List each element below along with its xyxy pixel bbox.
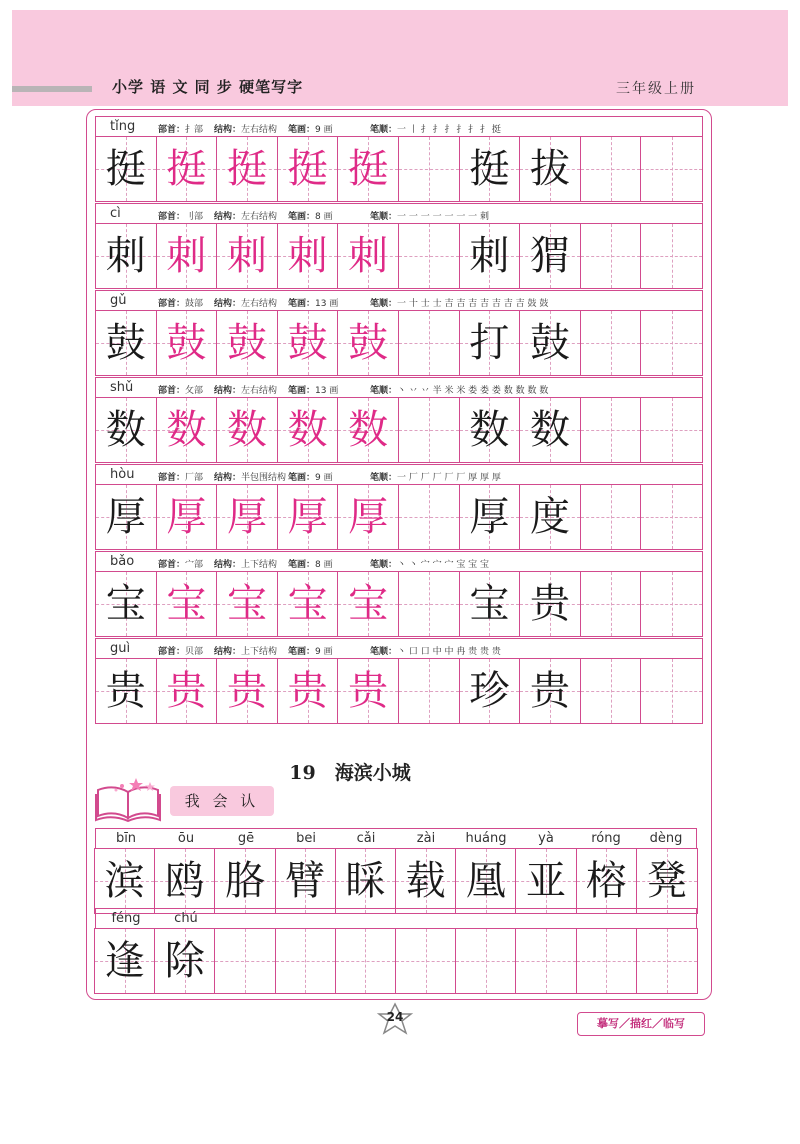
model-char: 宝 bbox=[105, 581, 146, 627]
recognize-char: 凳 bbox=[646, 858, 687, 904]
pinyin-label: gē bbox=[237, 831, 255, 846]
writing-cell bbox=[157, 224, 218, 288]
trace-char: 宝 bbox=[226, 581, 267, 627]
trace-char: 贵 bbox=[287, 668, 328, 714]
trace-char: 宝 bbox=[348, 581, 389, 627]
recognize-char: 鸥 bbox=[164, 858, 205, 904]
trace-char: 挺 bbox=[226, 146, 267, 192]
recognize-char: 逢 bbox=[104, 938, 145, 984]
writing-cell bbox=[278, 485, 339, 549]
trace-char: 挺 bbox=[166, 146, 207, 192]
writing-cell bbox=[581, 572, 642, 636]
structure-info bbox=[214, 122, 277, 135]
trace-char: 鼓 bbox=[166, 320, 207, 366]
recognize-cell bbox=[95, 929, 155, 993]
radical-key: 部首： bbox=[158, 386, 186, 396]
recognize-cell[interactable] bbox=[396, 929, 456, 993]
trace-char: 刺 bbox=[287, 233, 328, 279]
writing-cell bbox=[581, 485, 642, 549]
trace-char: 宝 bbox=[287, 581, 328, 627]
practice-row bbox=[95, 551, 703, 637]
trace-char: 刺 bbox=[166, 233, 207, 279]
radical-info bbox=[158, 122, 203, 135]
writing-cell[interactable] bbox=[460, 572, 521, 636]
order-info bbox=[370, 470, 501, 483]
trace-char: 鼓 bbox=[348, 320, 389, 366]
pinyin-label: yà bbox=[538, 831, 554, 846]
recognize-cell[interactable] bbox=[637, 929, 697, 993]
writing-cell bbox=[96, 311, 157, 375]
structure-key: 结构： bbox=[214, 647, 242, 657]
writing-cell bbox=[278, 137, 339, 201]
model-char: 打 bbox=[469, 320, 510, 366]
recognize-cell bbox=[336, 849, 396, 913]
strokes-key: 笔画： bbox=[288, 386, 316, 396]
strokes-key: 笔画： bbox=[288, 473, 316, 483]
order-info bbox=[370, 644, 501, 657]
writing-grid bbox=[96, 311, 702, 375]
writing-cell[interactable] bbox=[399, 224, 460, 288]
writing-cell[interactable] bbox=[460, 137, 521, 201]
char-info-line bbox=[96, 204, 702, 224]
strokes-value: 8 画 bbox=[315, 212, 333, 222]
writing-cell bbox=[338, 224, 399, 288]
model-char: 拔 bbox=[529, 146, 570, 192]
practice-row bbox=[95, 377, 703, 463]
order-value: 一 十 士 士 吉 吉 吉 吉 吉 吉 吉 鼓 鼓 bbox=[397, 299, 549, 309]
strokes-key: 笔画： bbox=[288, 560, 316, 570]
pinyin-label: féng bbox=[111, 911, 141, 926]
writing-cell bbox=[217, 224, 278, 288]
pinyin-label bbox=[576, 909, 636, 928]
structure-info bbox=[214, 470, 286, 483]
writing-grid bbox=[96, 137, 702, 201]
pinyin-label: tǐng bbox=[110, 119, 136, 134]
writing-cell bbox=[96, 398, 157, 462]
practice-row bbox=[95, 203, 703, 289]
writing-cell bbox=[581, 137, 642, 201]
order-info bbox=[370, 209, 489, 222]
trace-char: 厚 bbox=[348, 494, 389, 540]
recognize-grid bbox=[95, 929, 697, 993]
model-char: 猬 bbox=[529, 233, 570, 279]
strokes-value: 9 画 bbox=[315, 473, 333, 483]
writing-grid bbox=[96, 572, 702, 636]
writing-cell[interactable] bbox=[460, 485, 521, 549]
writing-cell bbox=[278, 572, 339, 636]
section-label: 我 会 认 bbox=[170, 786, 274, 816]
structure-value: 上下结构 bbox=[241, 560, 278, 570]
model-char: 刺 bbox=[105, 233, 146, 279]
trace-char: 贵 bbox=[166, 668, 207, 714]
pinyin-label: dèng bbox=[649, 831, 683, 846]
model-char: 数 bbox=[529, 407, 570, 453]
order-key: 笔顺： bbox=[370, 647, 398, 657]
char-info-line bbox=[96, 291, 702, 311]
writing-cell bbox=[520, 137, 581, 201]
order-value: 一 厂 厂 厂 厂 厂 厚 厚 厚 bbox=[397, 473, 501, 483]
radical-info bbox=[158, 383, 203, 396]
trace-char: 数 bbox=[166, 407, 207, 453]
structure-value: 左右结构 bbox=[241, 212, 278, 222]
recognize-char: 滨 bbox=[104, 858, 145, 904]
structure-key: 结构： bbox=[214, 473, 242, 483]
structure-key: 结构： bbox=[214, 299, 242, 309]
pinyin-label bbox=[216, 909, 276, 928]
trace-char: 挺 bbox=[348, 146, 389, 192]
writing-cell[interactable] bbox=[399, 485, 460, 549]
pinyin-label bbox=[516, 909, 576, 928]
writing-cell bbox=[520, 311, 581, 375]
practice-row bbox=[95, 464, 703, 550]
radical-info bbox=[158, 557, 203, 570]
recognize-row bbox=[94, 911, 698, 994]
pinyin-label: guì bbox=[110, 641, 131, 656]
recognize-cell[interactable] bbox=[336, 929, 396, 993]
order-info bbox=[370, 296, 548, 309]
strokes-info bbox=[288, 122, 333, 135]
structure-info bbox=[214, 557, 277, 570]
writing-cell bbox=[157, 311, 218, 375]
model-char: 数 bbox=[469, 407, 510, 453]
recognize-cell[interactable] bbox=[577, 929, 637, 993]
writing-cell[interactable] bbox=[641, 485, 702, 549]
trace-char: 鼓 bbox=[226, 320, 267, 366]
char-info-line bbox=[96, 639, 702, 659]
writing-cell bbox=[157, 659, 218, 723]
writing-cell bbox=[338, 311, 399, 375]
strokes-key: 笔画： bbox=[288, 125, 316, 135]
structure-key: 结构： bbox=[214, 560, 242, 570]
writing-cell bbox=[338, 485, 399, 549]
model-char: 挺 bbox=[469, 146, 510, 192]
writing-cell[interactable] bbox=[399, 137, 460, 201]
char-info-line bbox=[96, 465, 702, 485]
char-info-line bbox=[96, 117, 702, 137]
strokes-value: 9 画 bbox=[315, 125, 333, 135]
model-char: 珍 bbox=[469, 668, 510, 714]
writing-cell bbox=[157, 137, 218, 201]
model-char: 数 bbox=[105, 407, 146, 453]
recognize-cell bbox=[155, 849, 215, 913]
recognize-cell[interactable] bbox=[456, 929, 516, 993]
writing-grid bbox=[96, 659, 702, 723]
model-char: 厚 bbox=[105, 494, 146, 540]
writing-cell bbox=[157, 572, 218, 636]
pinyin-label bbox=[636, 909, 696, 928]
open-book-icon bbox=[92, 776, 164, 822]
model-char: 度 bbox=[529, 494, 570, 540]
strokes-info bbox=[288, 470, 333, 483]
recognize-cell bbox=[637, 849, 697, 913]
trace-char: 贵 bbox=[348, 668, 389, 714]
recognize-char: 除 bbox=[164, 938, 205, 984]
radical-key: 部首： bbox=[158, 473, 186, 483]
order-info bbox=[370, 383, 548, 396]
order-value: 一 一 一 一 一 一 一 刺 bbox=[397, 212, 490, 222]
radical-value: 鼓部 bbox=[185, 299, 204, 309]
writing-cell bbox=[338, 659, 399, 723]
model-char: 贵 bbox=[529, 581, 570, 627]
writing-cell bbox=[520, 398, 581, 462]
model-char: 厚 bbox=[469, 494, 510, 540]
trace-char: 刺 bbox=[226, 233, 267, 279]
recognize-char: 榕 bbox=[586, 858, 627, 904]
recognize-grid bbox=[95, 849, 697, 913]
order-value: 丶 丶 宀 宀 宀 宝 宝 宝 bbox=[397, 560, 490, 570]
recognize-char: 睬 bbox=[345, 858, 386, 904]
structure-value: 左右结构 bbox=[241, 386, 278, 396]
writing-mode-label: 摹写／描红／临写 bbox=[577, 1012, 705, 1036]
writing-cell[interactable] bbox=[399, 398, 460, 462]
pinyin-label bbox=[276, 909, 336, 928]
model-char: 贵 bbox=[529, 668, 570, 714]
writing-cell bbox=[157, 398, 218, 462]
writing-cell bbox=[217, 659, 278, 723]
writing-cell bbox=[278, 398, 339, 462]
writing-cell bbox=[520, 224, 581, 288]
recognize-cell[interactable] bbox=[516, 929, 576, 993]
structure-info bbox=[214, 209, 277, 222]
page-number: 24 bbox=[386, 1010, 404, 1024]
writing-cell bbox=[217, 137, 278, 201]
strokes-value: 13 画 bbox=[315, 299, 339, 309]
writing-cell bbox=[217, 398, 278, 462]
writing-cell bbox=[520, 572, 581, 636]
pinyin-label: bǎo bbox=[110, 554, 135, 569]
writing-cell[interactable] bbox=[641, 311, 702, 375]
writing-cell bbox=[96, 572, 157, 636]
pinyin-label: cì bbox=[110, 206, 121, 221]
writing-cell[interactable] bbox=[399, 659, 460, 723]
structure-value: 左右结构 bbox=[241, 125, 278, 135]
order-value: 一 丨 扌 扌 扌 扌 扌 扌 挺 bbox=[397, 125, 501, 135]
header-gray-bar bbox=[12, 86, 92, 92]
writing-grid bbox=[96, 398, 702, 462]
radical-key: 部首： bbox=[158, 647, 186, 657]
trace-char: 挺 bbox=[287, 146, 328, 192]
pinyin-label: hòu bbox=[110, 467, 135, 482]
pinyin-line bbox=[95, 828, 697, 848]
writing-cell[interactable] bbox=[641, 224, 702, 288]
recognize-cell bbox=[456, 849, 516, 913]
writing-cell[interactable] bbox=[641, 398, 702, 462]
writing-cell bbox=[581, 659, 642, 723]
recognize-cell bbox=[396, 849, 456, 913]
model-char: 宝 bbox=[469, 581, 510, 627]
pinyin-label bbox=[396, 909, 456, 928]
trace-char: 厚 bbox=[287, 494, 328, 540]
recognize-cell bbox=[516, 849, 576, 913]
strokes-value: 13 画 bbox=[315, 386, 339, 396]
model-char: 鼓 bbox=[529, 320, 570, 366]
strokes-key: 笔画： bbox=[288, 647, 316, 657]
writing-cell bbox=[520, 485, 581, 549]
practice-row bbox=[95, 116, 703, 202]
strokes-info bbox=[288, 209, 333, 222]
writing-cell bbox=[581, 311, 642, 375]
order-key: 笔顺： bbox=[370, 125, 398, 135]
strokes-info bbox=[288, 557, 333, 570]
pinyin-label: róng bbox=[591, 831, 621, 846]
strokes-key: 笔画： bbox=[288, 299, 316, 309]
writing-cell bbox=[338, 137, 399, 201]
pinyin-label: zài bbox=[416, 831, 436, 846]
radical-value: 扌部 bbox=[185, 125, 204, 135]
structure-info bbox=[214, 383, 277, 396]
recognize-char: 凰 bbox=[465, 858, 506, 904]
order-key: 笔顺： bbox=[370, 560, 398, 570]
writing-cell[interactable] bbox=[460, 659, 521, 723]
trace-char: 贵 bbox=[226, 668, 267, 714]
recognize-char: 臂 bbox=[285, 858, 326, 904]
pinyin-line bbox=[95, 908, 697, 928]
trace-char: 刺 bbox=[348, 233, 389, 279]
title-row bbox=[12, 72, 788, 102]
recognize-char: 载 bbox=[405, 858, 446, 904]
pinyin-label: ōu bbox=[177, 831, 195, 846]
pinyin-label: cǎi bbox=[356, 831, 376, 846]
order-key: 笔顺： bbox=[370, 299, 398, 309]
recognize-cell bbox=[95, 849, 155, 913]
strokes-key: 笔画： bbox=[288, 212, 316, 222]
lesson-title: 19 海滨小城 bbox=[289, 762, 411, 784]
recognize-cell[interactable] bbox=[215, 929, 275, 993]
writing-cell bbox=[157, 485, 218, 549]
pinyin-label: huáng bbox=[465, 831, 507, 846]
pinyin-label: chú bbox=[174, 911, 198, 926]
radical-value: 厂部 bbox=[185, 473, 204, 483]
writing-cell bbox=[278, 311, 339, 375]
model-char: 刺 bbox=[469, 233, 510, 279]
writing-cell[interactable] bbox=[399, 311, 460, 375]
pinyin-label: gǔ bbox=[110, 293, 127, 308]
order-value: 丶 口 口 中 中 冉 贵 贵 贵 bbox=[397, 647, 501, 657]
radical-key: 部首： bbox=[158, 560, 186, 570]
order-info bbox=[370, 557, 489, 570]
writing-cell[interactable] bbox=[641, 659, 702, 723]
structure-key: 结构： bbox=[214, 212, 242, 222]
order-info bbox=[370, 122, 501, 135]
structure-info bbox=[214, 296, 277, 309]
strokes-info bbox=[288, 296, 338, 309]
radical-info bbox=[158, 644, 203, 657]
radical-value: 攵部 bbox=[185, 386, 204, 396]
radical-key: 部首： bbox=[158, 125, 186, 135]
writing-cell bbox=[217, 485, 278, 549]
recognize-cell bbox=[215, 849, 275, 913]
strokes-value: 9 画 bbox=[315, 647, 333, 657]
recognize-char: 亚 bbox=[526, 858, 567, 904]
writing-cell bbox=[520, 659, 581, 723]
model-char: 挺 bbox=[105, 146, 146, 192]
structure-value: 上下结构 bbox=[241, 647, 278, 657]
trace-char: 鼓 bbox=[287, 320, 328, 366]
writing-cell bbox=[96, 659, 157, 723]
writing-cell bbox=[581, 224, 642, 288]
trace-char: 数 bbox=[226, 407, 267, 453]
structure-value: 半包围结构 bbox=[241, 473, 287, 483]
strokes-info bbox=[288, 383, 338, 396]
trace-char: 厚 bbox=[166, 494, 207, 540]
pinyin-label: shǔ bbox=[110, 380, 134, 395]
writing-cell bbox=[96, 485, 157, 549]
recognize-row bbox=[94, 831, 698, 914]
radical-info bbox=[158, 296, 203, 309]
book-brand: 小学 语 文 同 步 硬笔写字 bbox=[112, 78, 304, 96]
trace-char: 数 bbox=[348, 407, 389, 453]
pinyin-label: bīn bbox=[115, 831, 137, 846]
recognize-cell bbox=[155, 929, 215, 993]
writing-cell bbox=[217, 572, 278, 636]
writing-cell bbox=[96, 137, 157, 201]
structure-value: 左右结构 bbox=[241, 299, 278, 309]
recognize-cell[interactable] bbox=[276, 929, 336, 993]
writing-cell bbox=[278, 224, 339, 288]
radical-key: 部首： bbox=[158, 212, 186, 222]
model-char: 鼓 bbox=[105, 320, 146, 366]
recognize-cell bbox=[577, 849, 637, 913]
grade-label: 三年级上册 bbox=[616, 81, 696, 97]
pinyin-label bbox=[456, 909, 516, 928]
writing-cell[interactable] bbox=[460, 311, 521, 375]
structure-key: 结构： bbox=[214, 125, 242, 135]
writing-cell bbox=[278, 659, 339, 723]
radical-info bbox=[158, 209, 203, 222]
practice-row bbox=[95, 290, 703, 376]
model-char: 贵 bbox=[105, 668, 146, 714]
radical-key: 部首： bbox=[158, 299, 186, 309]
order-key: 笔顺： bbox=[370, 473, 398, 483]
radical-info bbox=[158, 470, 203, 483]
char-info-line bbox=[96, 378, 702, 398]
order-value: 丶 丷 丷 半 米 米 娄 娄 娄 数 数 数 数 bbox=[397, 386, 549, 396]
trace-char: 数 bbox=[287, 407, 328, 453]
trace-char: 宝 bbox=[166, 581, 207, 627]
pinyin-label: bei bbox=[296, 831, 316, 846]
strokes-info bbox=[288, 644, 333, 657]
recognize-cell bbox=[276, 849, 336, 913]
writing-cell[interactable] bbox=[460, 398, 521, 462]
char-info-line bbox=[96, 552, 702, 572]
writing-cell bbox=[581, 398, 642, 462]
writing-cell[interactable] bbox=[641, 137, 702, 201]
trace-char: 厚 bbox=[226, 494, 267, 540]
radical-value: 刂部 bbox=[185, 212, 204, 222]
writing-cell bbox=[338, 572, 399, 636]
pinyin-label bbox=[336, 909, 396, 928]
order-key: 笔顺： bbox=[370, 386, 398, 396]
writing-cell[interactable] bbox=[399, 572, 460, 636]
writing-cell[interactable] bbox=[641, 572, 702, 636]
writing-cell bbox=[217, 311, 278, 375]
strokes-value: 8 画 bbox=[315, 560, 333, 570]
writing-grid bbox=[96, 224, 702, 288]
structure-info bbox=[214, 644, 277, 657]
recognize-char: 胳 bbox=[225, 858, 265, 904]
writing-cell bbox=[338, 398, 399, 462]
radical-value: 贝部 bbox=[185, 647, 204, 657]
writing-cell[interactable] bbox=[460, 224, 521, 288]
practice-row bbox=[95, 638, 703, 724]
writing-grid bbox=[96, 485, 702, 549]
writing-cell bbox=[96, 224, 157, 288]
order-key: 笔顺： bbox=[370, 212, 398, 222]
structure-key: 结构： bbox=[214, 386, 242, 396]
radical-value: 宀部 bbox=[185, 560, 204, 570]
